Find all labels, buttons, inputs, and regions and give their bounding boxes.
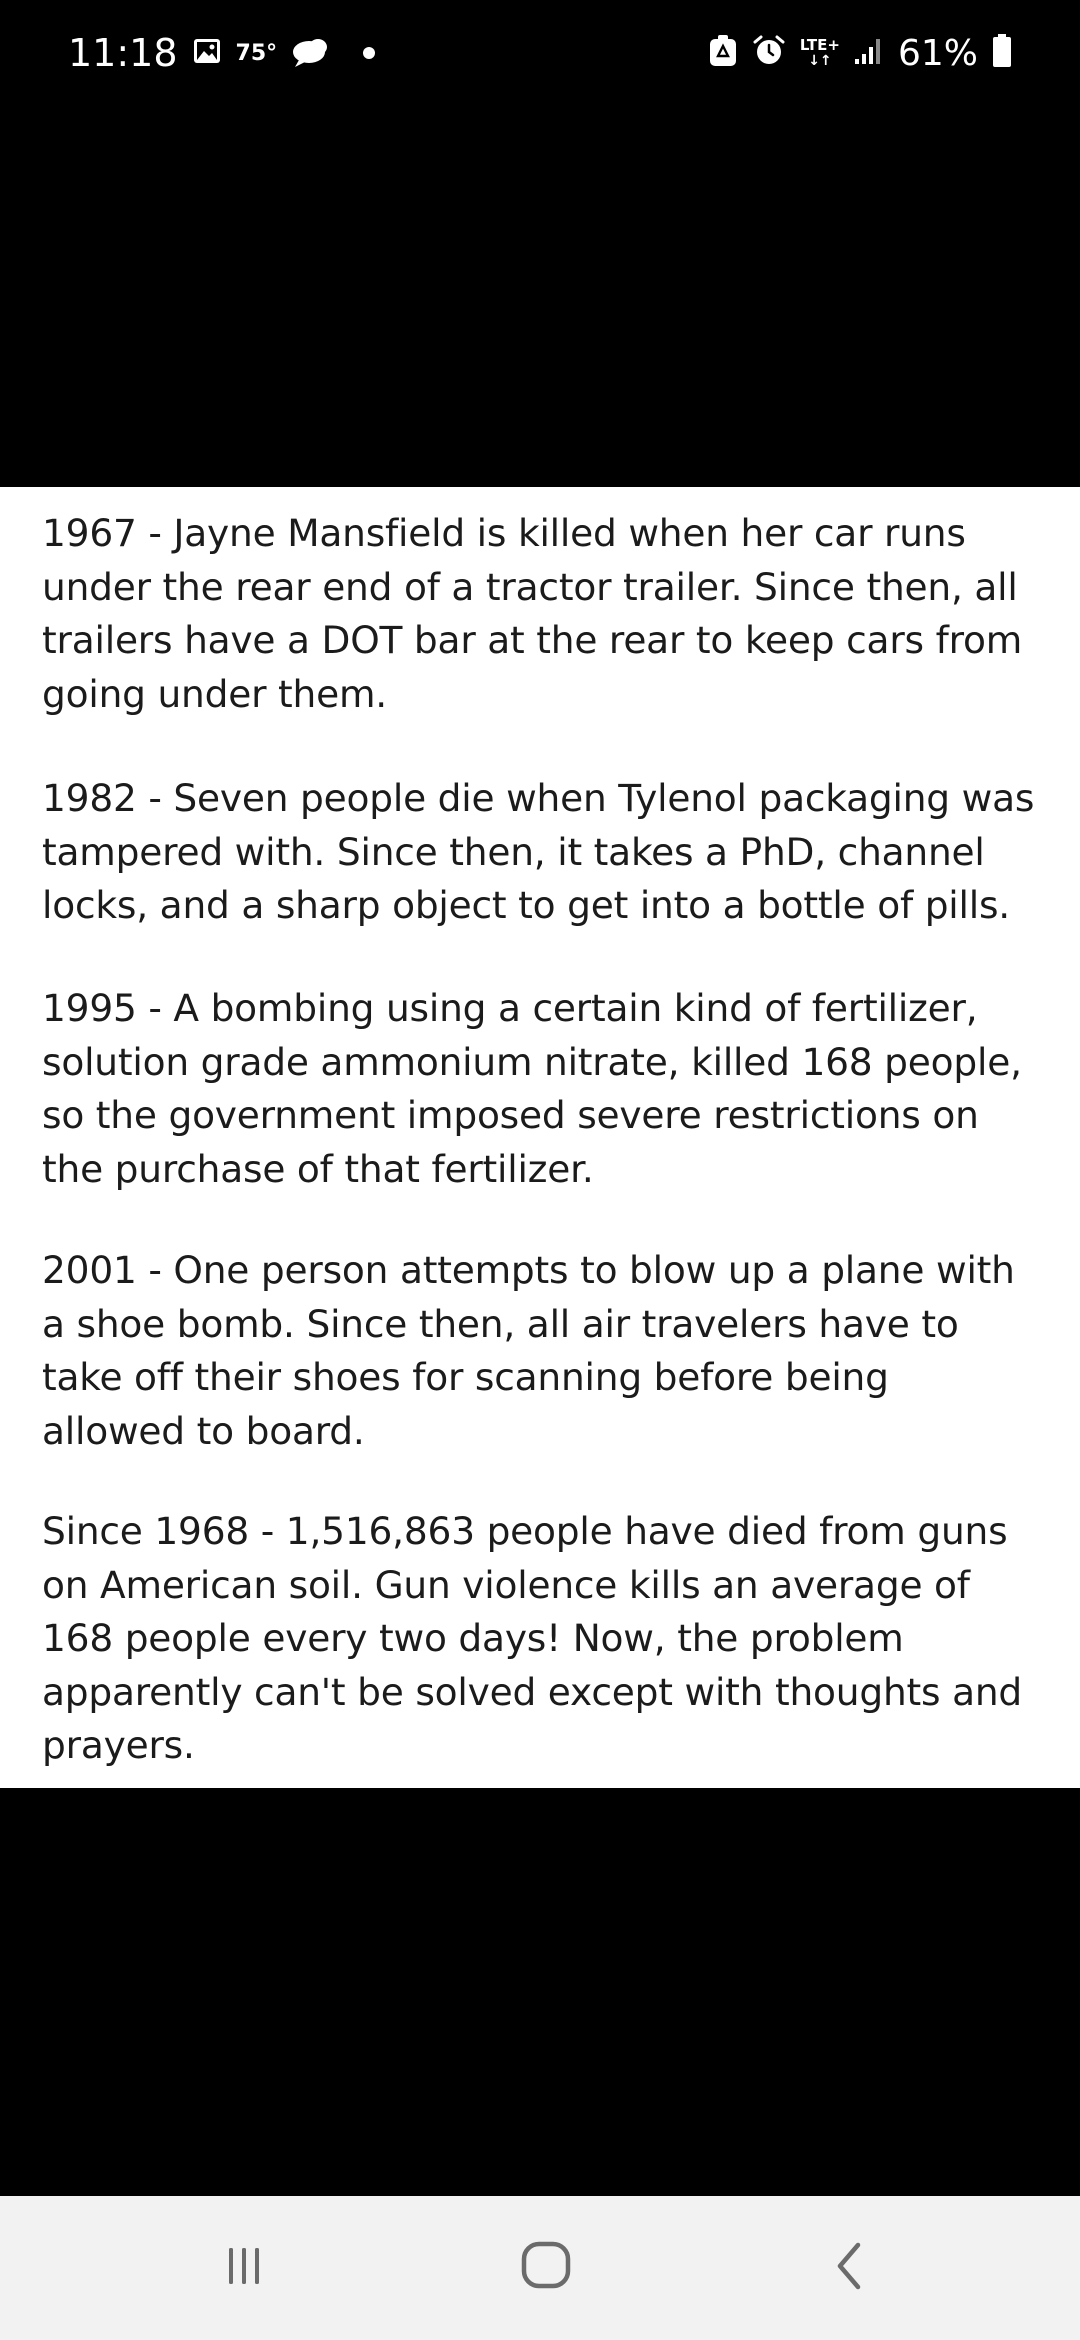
back-button[interactable] (770, 2196, 930, 2340)
home-icon (519, 2240, 573, 2297)
weather-icon (291, 34, 331, 73)
status-bar (0, 0, 1080, 100)
recents-icon (220, 2244, 268, 2293)
signal-icon (854, 37, 884, 70)
recycle-icon (708, 34, 738, 73)
recents-button[interactable] (164, 2196, 324, 2340)
lte-icon (800, 38, 840, 68)
paragraph-1982: 1982 - Seven people die when Tylenol packaging was tampered with. Since then, it takes a PhD, channel locks, and a sharp object to get into a bottle of pills. (42, 776, 1035, 927)
paragraph-2001: 2001 - One person attempts to blow up a plane with a shoe bomb. Since then, all air travelers have to take off their shoes for scanning before being allowed to board. (42, 1248, 1015, 1453)
temperature: 75° (235, 40, 278, 66)
paragraph-1995: 1995 - A bombing using a certain kind of fertilizer, solution grade ammonium nitrate, killed 168 people, so the government imposed severe restrictions on the purchase of that fertilizer. (42, 986, 1022, 1191)
status-bar-right (708, 28, 1012, 78)
image-content-panel (0, 487, 1080, 1788)
home-button[interactable] (466, 2196, 626, 2340)
lte-label: LTE+ (799, 36, 840, 54)
battery-icon (992, 34, 1012, 73)
clock: 11:18 (68, 31, 178, 75)
battery-percent: 61% (897, 32, 978, 74)
lte-arrows: ↓↑ (808, 53, 832, 69)
status-bar-left (68, 28, 375, 78)
paragraph-since-1968: Since 1968 - 1,516,863 people have died from guns on American soil. Gun violence kills an average of 168 people every two days! Now, the problem apparently can't be solved except with thoughts and prayers. (42, 1509, 1023, 1767)
navigation-bar (0, 2196, 1080, 2340)
gallery-icon (192, 36, 222, 71)
paragraph-1967: 1967 - Jayne Mansfield is killed when her car runs under the rear end of a tractor trailer. Since then, all trailers have a DOT bar at the rear to keep cars from going under them. (42, 511, 1023, 716)
back-icon (830, 2240, 870, 2297)
notification-dot-icon (363, 47, 375, 59)
alarm-icon (752, 34, 786, 73)
